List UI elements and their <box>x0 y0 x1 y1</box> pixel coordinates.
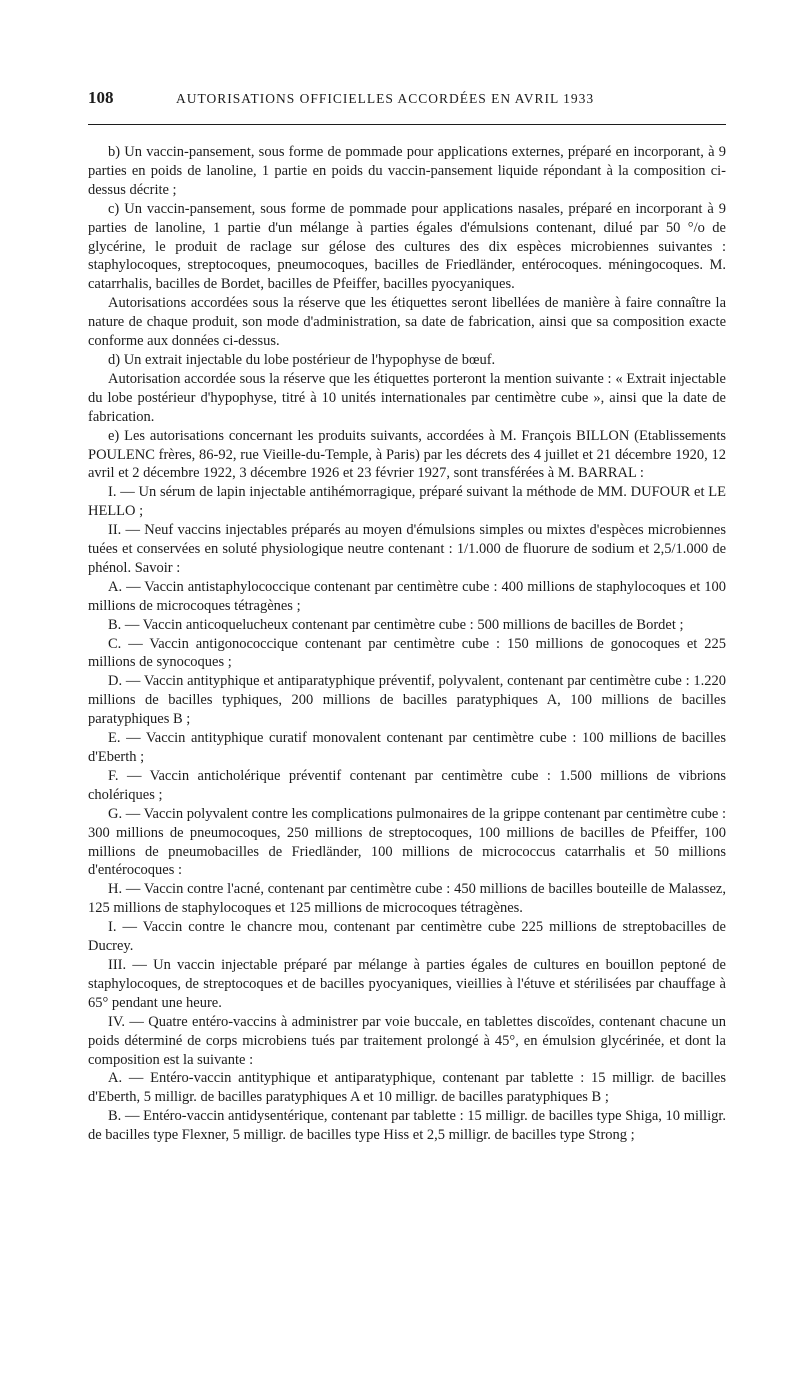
paragraph-d: d) Un extrait injectable du lobe postérieur de l'hypophyse de bœuf. <box>108 351 496 368</box>
list-item-ii-g: G. — Vaccin polyvalent contre les complications pulmonaires de la grippe contenant par centimètre cube : 300 millions de pneumocoques, 250 millions de streptocoques, 100 millions de bacilles de Pfeiffer, 100 millions de pneumobacilles de Friedländer, 100 millions de micrococcus catarrhalis et 50 millions d'entérocoques : <box>88 805 726 879</box>
list-item-iii: III. — Un vaccin injectable préparé par mélange à parties égales de cultures en bouillon peptoné de staphylocoques, de streptocoques et de bacilles pyocyaniques, vieillies à l'étuve et stérilisées par chauffage à 65° pendant une heure. <box>88 956 726 1011</box>
document-page <box>88 88 726 1145</box>
paragraph-b: b) Un vaccin-pansement, sous forme de pommade pour applications externes, préparé en incorporant, à 9 parties en poids de lanoline, 1 partie en poids du vaccin-pansement liquide répondant à la composition ci-dessus décrite ; <box>88 144 726 198</box>
paragraph-e: e) Les autorisations concernant les produits suivants, accordées à M. François BILLON (Etablissements POULENC frères, 86-92, rue Vieille-du-Temple, à Paris) par les décrets des 4 juillet et 21 décembre 1920, 12 avril et 2 décembre 1922, 3 décembre 1926 et 23 février 1927, sont transférées à M. BARRAL : <box>88 427 726 482</box>
list-item-ii-f: F. — Vaccin anticholérique préventif contenant par centimètre cube : 1.500 millions de vibrions cholériques ; <box>88 767 726 803</box>
body-text <box>88 143 726 1145</box>
header-rule <box>88 124 726 125</box>
list-item-iv-b: B. — Entéro-vaccin antidysentérique, contenant par tablette : 15 milligr. de bacilles type Shiga, 10 milligr. de bacilles type Flexner, 5 milligr. de bacilles type Hiss et 2,5 milligr. de bacilles type Strong ; <box>88 1108 726 1144</box>
list-item-ii-e: E. — Vaccin antityphique curatif monovalent contenant par centimètre cube : 100 millions de bacilles d'Eberth ; <box>88 730 726 765</box>
paragraph-authorisation-1: Autorisations accordées sous la réserve que les étiquettes seront libellées de manière à faire connaître la nature de chaque produit, son mode d'administration, sa date de fabrication, ainsi que sa composition exacte conforme aux données ci-dessus. <box>88 295 726 350</box>
list-item-ii-c: C. — Vaccin antigonococcique contenant par centimètre cube : 150 millions de gonocoques et 225 millions de synocoques ; <box>88 635 726 671</box>
list-item-ii-i: I. — Vaccin contre le chancre mou, contenant par centimètre cube 225 millions de streptobacilles de Ducrey. <box>88 919 726 955</box>
list-item-iv: IV. — Quatre entéro-vaccins à administrer par voie buccale, en tablettes discoïdes, contenant chacune un poids déterminé de corps microbiens tués par traitement prolongé à 45°, en émulsion glycérinée, et dont la composition est la suivante : <box>88 1013 726 1068</box>
page-number: 108 <box>88 88 114 107</box>
list-item-i: I. — Un sérum de lapin injectable antihémorragique, préparé suivant la méthode de MM. DUFOUR et LE HELLO ; <box>88 484 726 520</box>
paragraph-c: c) Un vaccin-pansement, sous forme de pommade pour applications nasales, préparé en incorporant à 9 parties de lanoline, 1 partie d'un mélange à parties égales d'émulsions contenant, dilué par 50 °/o de glycérine, le produit de raclage sur gélose des cultures des dix espèces microbiennes suivantes : staphylocoques, streptocoques, pneumocoques, bacilles de Friedländer, entérocoques. méningocoques. M. catarrhalis, bacilles de Bordet, bacilles de Pfeiffer, bacilles pyocyaniques. <box>88 200 726 293</box>
list-item-ii: II. — Neuf vaccins injectables préparés au moyen d'émulsions simples ou mixtes d'espèces microbiennes tuées et conservées en soluté physiologique neutre contenant : 1/1.000 de fluorure de sodium et 2,5/1.000 de phénol. Savoir : <box>88 522 726 576</box>
list-item-ii-b: B. — Vaccin anticoquelucheux contenant par centimètre cube : 500 millions de bacilles de Bordet ; <box>108 616 684 633</box>
list-item-iv-a: A. — Entéro-vaccin antityphique et antiparatyphique, contenant par tablette : 15 milligr. de bacilles d'Eberth, 5 milligr. de bacilles paratyphiques A et 10 milligr. de bacilles paratyphiques B ; <box>88 1070 726 1106</box>
list-item-ii-d: D. — Vaccin antityphique et antiparatyphique préventif, polyvalent, contenant par centimètre cube : 1.220 millions de bacilles typhiques, 200 millions de bacilles paratyphiques A, 100 millions de bacilles paratyphiques B ; <box>88 673 726 728</box>
running-header <box>88 88 726 118</box>
paragraph-authorisation-2: Autorisation accordée sous la réserve que les étiquettes porteront la mention suivante : « Extrait injectable du lobe postérieur d'hypophyse, titré à 10 unités internationales par centimètre cube », ainsi que la date de fabrication. <box>88 370 726 425</box>
running-title: AUTORISATIONS OFFICIELLES ACCORDÉES EN AVRIL 1933 <box>176 91 595 106</box>
list-item-ii-a: A. — Vaccin antistaphylococcique contenant par centimètre cube : 400 millions de staphylocoques et 100 millions de microcoques tétragènes ; <box>88 578 726 614</box>
list-item-ii-h: H. — Vaccin contre l'acné, contenant par centimètre cube : 450 millions de bacilles bouteille de Malassez, 125 millions de staphylocoques et 125 millions de microcoques tétragènes. <box>88 881 726 917</box>
